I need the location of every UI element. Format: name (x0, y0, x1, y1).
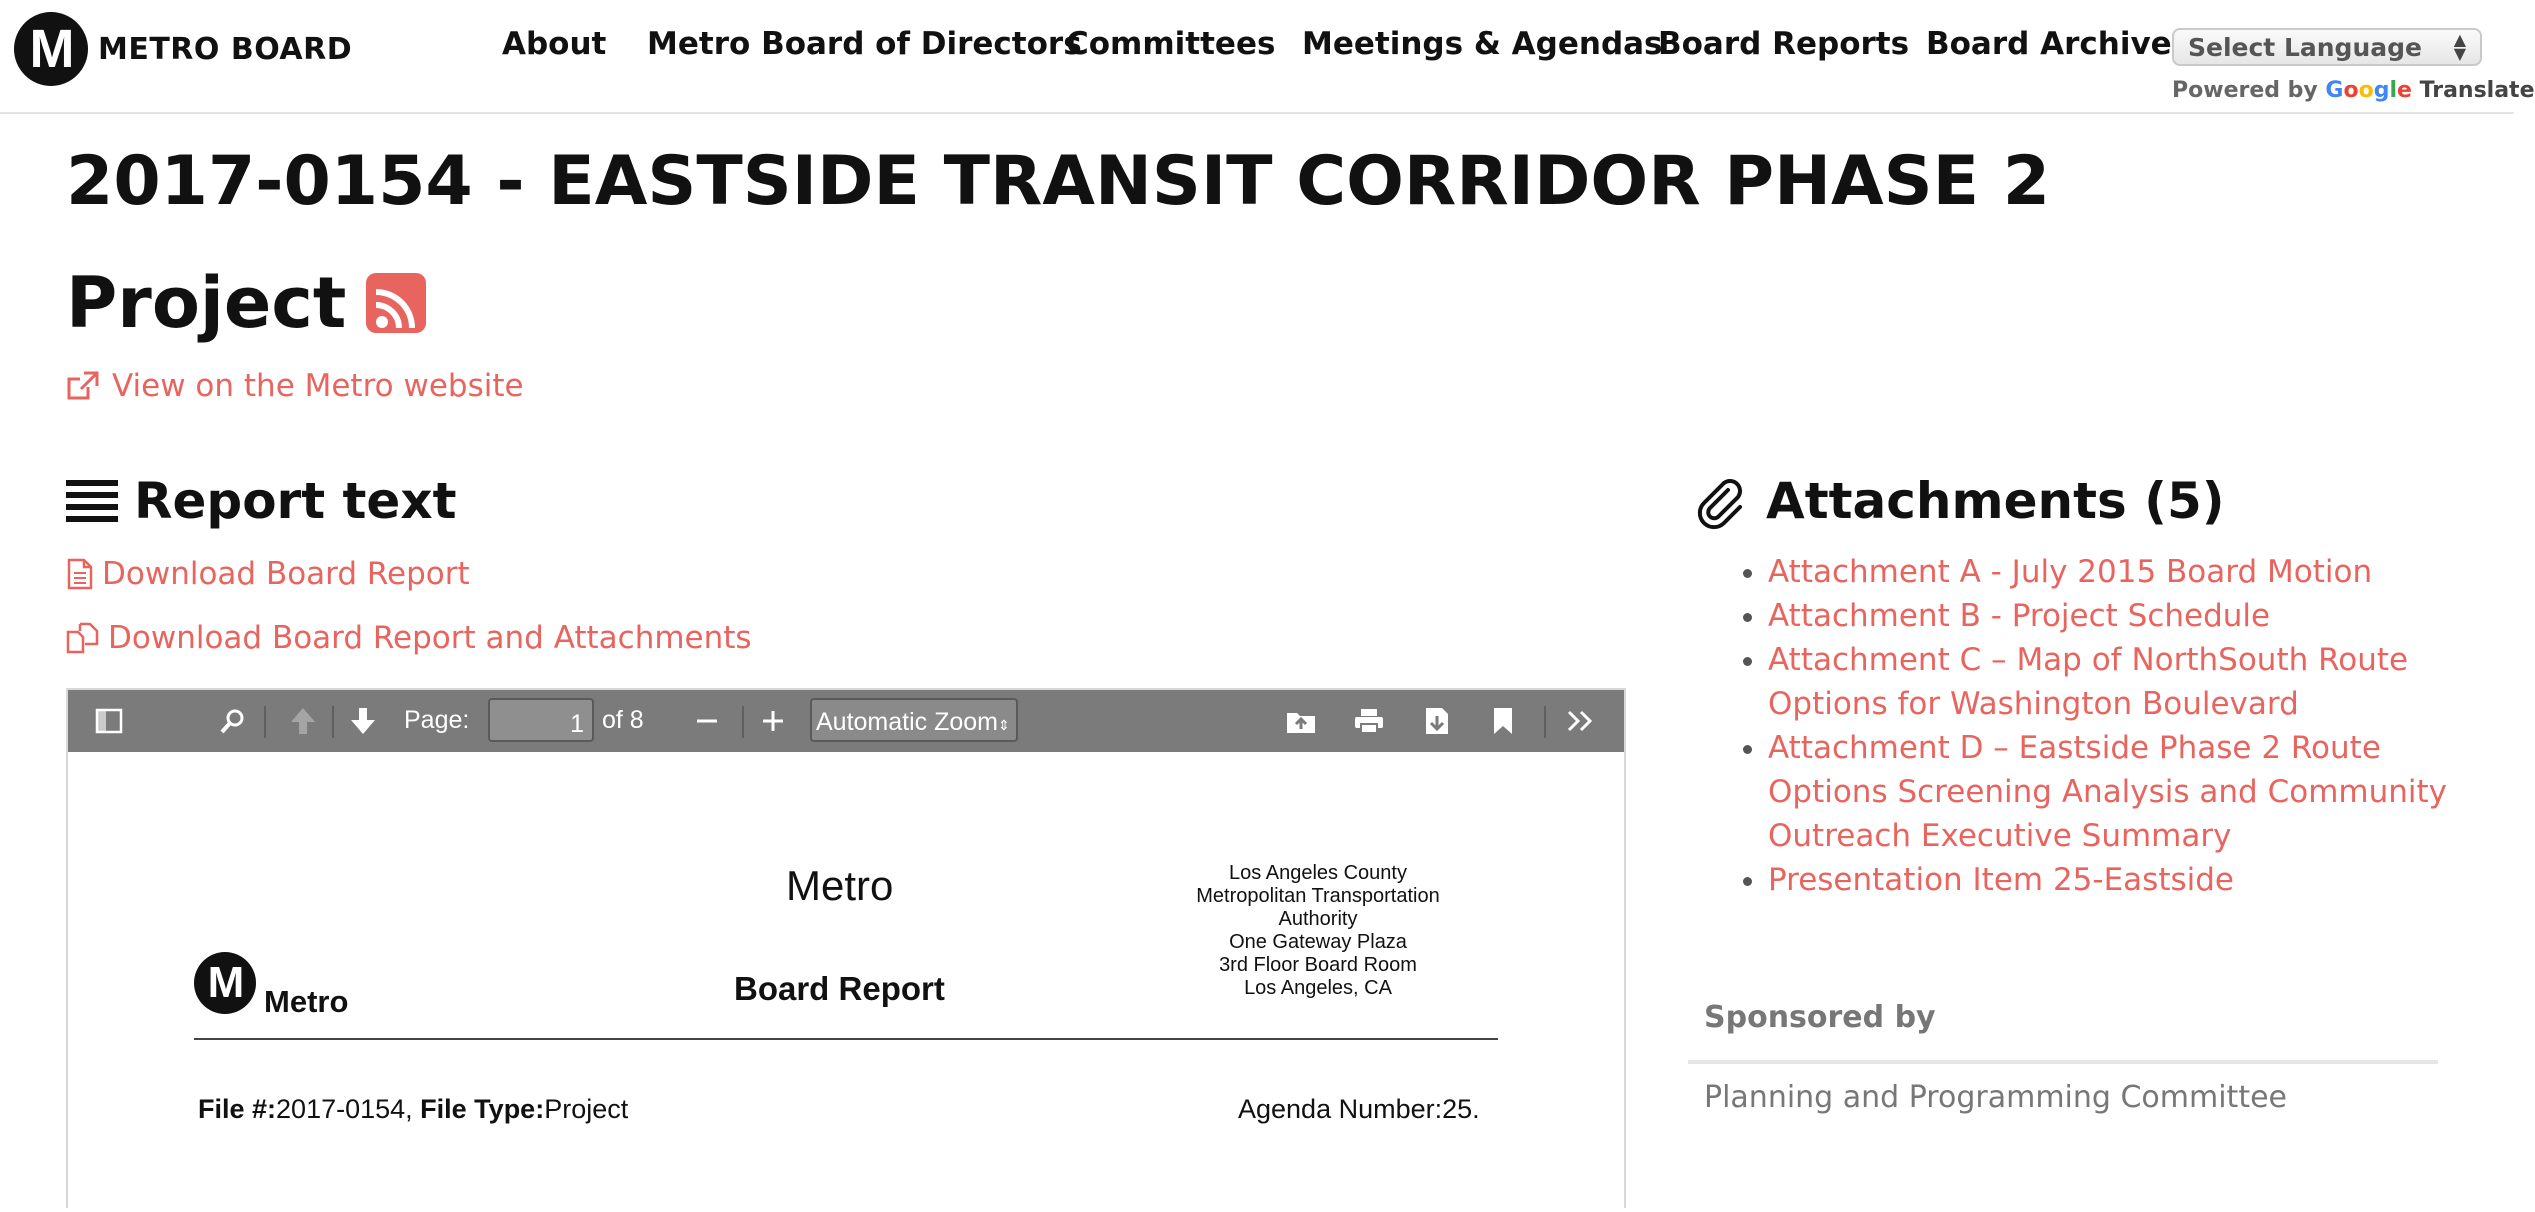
language-select[interactable] (2172, 28, 2482, 66)
attachment-link[interactable]: Presentation Item 25-Eastside (1768, 862, 2234, 898)
select-arrows-icon: ▲ ▼ (2453, 30, 2466, 63)
download-report-attachments-link[interactable] (66, 620, 752, 656)
page-title: 2017-0154 - EASTSIDE TRANSIT CORRIDOR PHASE 2 (66, 142, 2051, 221)
nav-meetings-agendas[interactable]: Meetings & Agendas (1302, 26, 1663, 62)
arrow-up-icon[interactable] (284, 702, 322, 740)
document-icon (66, 558, 94, 590)
bookmark-icon[interactable] (1484, 702, 1522, 740)
top-navigation (0, 0, 2535, 114)
download-board-report-label: Download Board Report (102, 556, 470, 592)
attachments-heading-label: Attachments (5) (1766, 472, 2225, 530)
zoom-select[interactable] (810, 698, 1018, 742)
translate-text: Translate (2419, 78, 2535, 103)
toolbar-separator (742, 706, 744, 738)
metro-website-label: View on the Metro website (112, 368, 524, 404)
arrow-down-icon[interactable] (344, 702, 382, 740)
pdf-divider (194, 1038, 1498, 1040)
download-report-attachments-label: Download Board Report and Attachments (108, 620, 752, 656)
type-heading (66, 262, 426, 344)
list-item (1768, 858, 2468, 902)
pdf-viewer (66, 688, 1626, 1208)
file-type-value: Project (544, 1094, 629, 1124)
list-item (1768, 550, 2468, 594)
sponsor-name[interactable]: Planning and Programming Committee (1704, 1080, 2287, 1115)
address-line: Metropolitan Transportation (1196, 885, 1440, 907)
sponsored-by-heading: Sponsored by (1704, 1000, 1936, 1035)
pdf-logo-text: Metro (264, 984, 349, 1019)
agenda-label: Agenda Number: (1238, 1094, 1443, 1124)
report-text-label: Report text (134, 472, 457, 530)
site-logo[interactable] (14, 12, 352, 86)
documents-icon (66, 622, 100, 654)
address-line: 3rd Floor Board Room (1219, 954, 1417, 976)
nav-board-reports[interactable]: Board Reports (1658, 26, 1910, 62)
pdf-metro-logo (194, 952, 349, 1019)
language-select-value: Select Language (2188, 32, 2422, 62)
lines-icon (66, 480, 118, 522)
page-label: Page: (404, 706, 470, 734)
search-icon[interactable] (214, 702, 252, 740)
metro-logo-icon: M (14, 12, 88, 86)
open-file-icon[interactable] (1282, 702, 1320, 740)
nav-about[interactable]: About (502, 26, 607, 62)
list-item (1768, 726, 2468, 858)
list-item (1768, 594, 2468, 638)
metro-logo-icon: M (194, 952, 256, 1014)
zoom-value: Automatic Zoom (816, 708, 999, 736)
nav-board-archive[interactable]: Board Archive (1926, 26, 2172, 62)
google-logo[interactable]: Google (2325, 78, 2412, 103)
page-number-input[interactable]: 1 (488, 698, 594, 742)
attachments-list (1738, 550, 2468, 902)
agenda-value: 25. (1442, 1094, 1480, 1124)
file-label: File #: (198, 1094, 277, 1124)
download-icon[interactable] (1418, 702, 1456, 740)
pdf-address (1178, 862, 1458, 1000)
toolbar-separator (332, 706, 334, 738)
external-link-icon (66, 370, 100, 402)
minus-icon[interactable] (688, 702, 726, 740)
toolbar-separator (1544, 706, 1546, 738)
sponsored-divider (1688, 1060, 2438, 1064)
rss-icon[interactable] (366, 273, 426, 333)
attachment-link[interactable]: Attachment D – Eastside Phase 2 Route Options Screening Analysis and Community Outreach Executive Summary (1768, 730, 2448, 854)
nav-committees[interactable]: Committees (1066, 26, 1276, 62)
google-translate-credit (2172, 78, 2535, 103)
paperclip-icon (1698, 476, 1744, 526)
powered-by-text: Powered by (2172, 78, 2318, 103)
metro-website-link[interactable] (66, 368, 524, 404)
download-board-report-link[interactable] (66, 556, 470, 592)
pdf-metro-title: Metro (786, 862, 894, 909)
pdf-toolbar (68, 690, 1624, 752)
sidebar-toggle-icon[interactable] (90, 702, 128, 740)
type-heading-label: Project (66, 262, 347, 344)
list-item (1768, 638, 2468, 726)
site-name: METRO BOARD (98, 31, 353, 67)
zoom-arrows-icon: ⇕ (998, 717, 1010, 733)
file-type-label: File Type: (420, 1094, 545, 1124)
pdf-page (68, 752, 1624, 1212)
attachment-link[interactable]: Attachment A - July 2015 Board Motion (1768, 554, 2373, 590)
pdf-board-report-title: Board Report (734, 970, 945, 1007)
nav-board-of-directors[interactable]: Metro Board of Directors (647, 26, 1082, 62)
attachment-link[interactable]: Attachment C – Map of NorthSouth Route Options for Washington Boulevard (1768, 642, 2409, 722)
pdf-agenda-number (1238, 1094, 1480, 1125)
address-line: Los Angeles, CA (1244, 977, 1392, 999)
page-count: of 8 (602, 706, 644, 734)
report-text-heading (66, 472, 457, 530)
print-icon[interactable] (1350, 702, 1388, 740)
pdf-file-info: File #:2017-0154, File Type:Project (198, 1094, 629, 1124)
attachments-heading (1698, 472, 2225, 530)
toolbar-separator (264, 706, 266, 738)
address-line: Authority (1278, 908, 1358, 930)
tools-icon[interactable] (1562, 702, 1600, 740)
plus-icon[interactable] (754, 702, 792, 740)
attachment-link[interactable]: Attachment B - Project Schedule (1768, 598, 2271, 634)
address-line: Los Angeles County (1229, 862, 1407, 884)
address-line: One Gateway Plaza (1229, 931, 1407, 953)
file-value: 2017-0154 (276, 1094, 406, 1124)
